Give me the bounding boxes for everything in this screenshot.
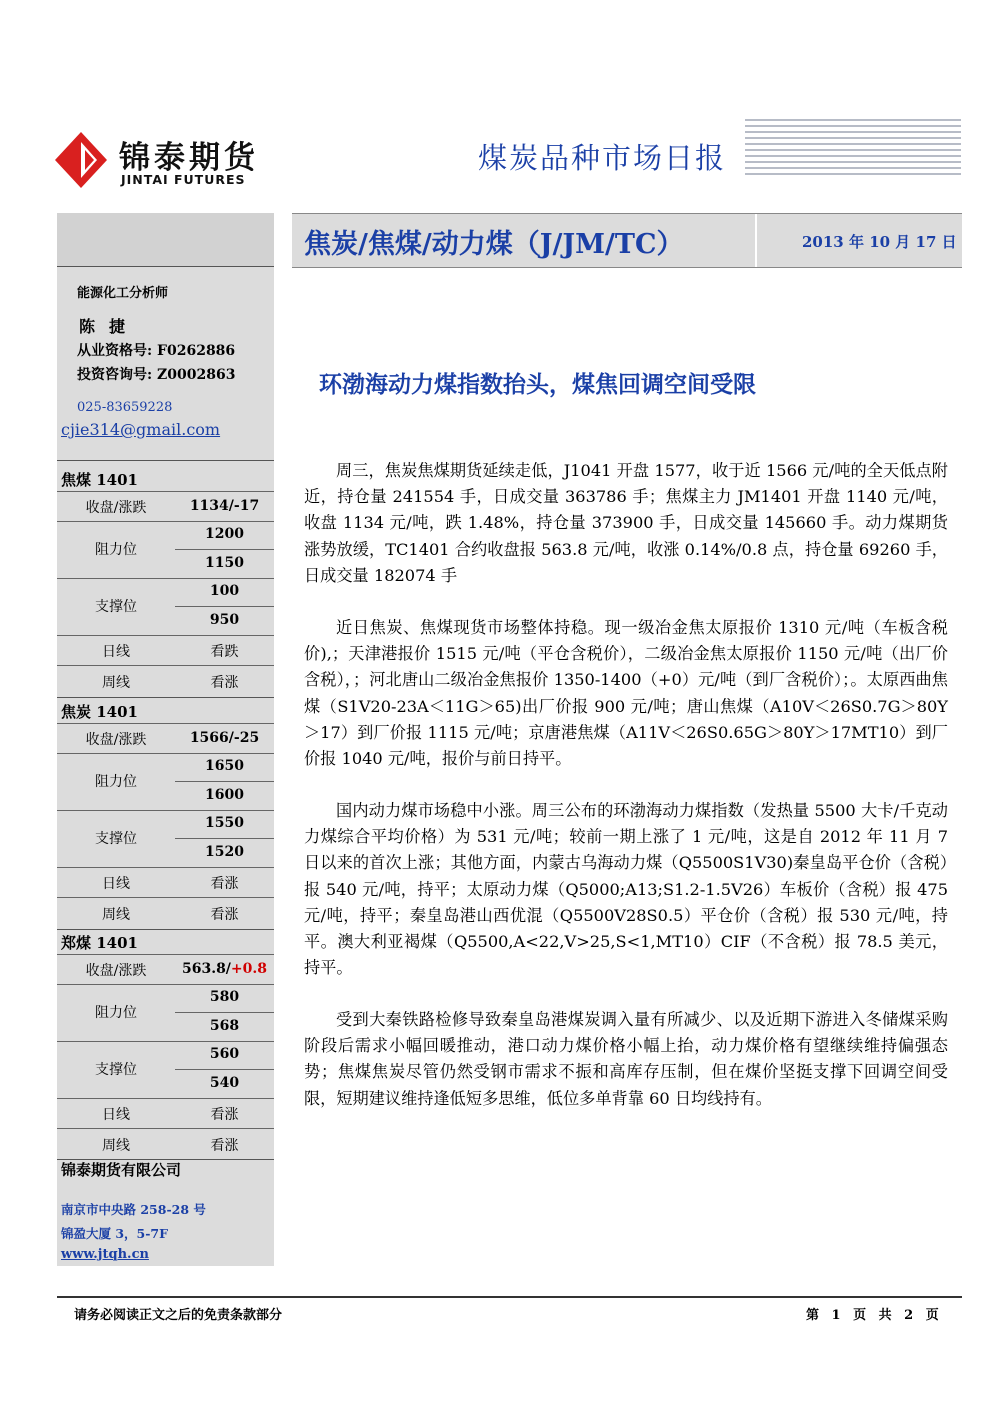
close-label: 收盘/涨跌 (85, 732, 147, 748)
resistance-label: 阻力位 (95, 1005, 137, 1021)
support-label: 支撑位 (95, 599, 137, 615)
weekly-label: 周线 (102, 675, 130, 691)
close-label: 收盘/涨跌 (85, 963, 147, 979)
title-bar-left (292, 214, 757, 267)
support-value-2: 540 (209, 1075, 240, 1091)
daily-trend: 看跌 (210, 644, 239, 660)
email-link[interactable]: cjie314@gmail.com (61, 420, 221, 439)
section-title-j1401: 焦炭 1401 (61, 703, 138, 721)
daily-label: 日线 (102, 644, 130, 660)
support-value-1: 100 (209, 583, 240, 599)
table-row-divider (57, 867, 274, 868)
table-row-divider (57, 897, 274, 898)
daily-label: 日线 (102, 876, 130, 892)
website-link[interactable]: www.jtqh.cn (61, 1247, 149, 1262)
table-row-divider (57, 1098, 274, 1099)
report-title: 煤炭品种市场日报 (478, 141, 727, 175)
table-row-divider (57, 635, 274, 636)
resistance-value-2: 1600 (205, 787, 244, 803)
close-value (175, 961, 274, 977)
support-label: 支撑位 (95, 831, 137, 847)
divider (57, 460, 274, 461)
resistance-value-1: 1200 (205, 526, 244, 542)
table-row-divider (57, 1041, 274, 1042)
paragraph-outlook: 受到大秦铁路检修导致秦皇岛港煤炭调入量有所减少、以及近期下游进入冬储煤采购阶段后需求小幅回暖推动，港口动力煤价格小幅上抬，动力煤价格有望继续维持偏强态势；焦煤焦炭尽管仍然受钢市需求不振和高库存压制，但在煤价坚挺支撑下回调空间受限，短期建议维持逢低短多思维，低位多单背靠 60 日均线持有。 (304, 1010, 948, 1108)
company-name: 锦泰期货有限公司 (61, 1161, 182, 1179)
support-value-2: 950 (209, 612, 240, 628)
address-line-2: 锦盈大厦 3，5-7F (61, 1226, 169, 1241)
company-logo (55, 130, 275, 190)
value-divider (175, 1012, 274, 1013)
resistance-label: 阻力位 (95, 542, 137, 558)
title-bar (292, 213, 962, 268)
consulting-number: 投资咨询号: Z0002863 (77, 367, 236, 383)
value-divider (175, 1069, 274, 1070)
value-divider (175, 549, 274, 550)
phone-number: 025-83659228 (77, 400, 173, 415)
table-row-divider (57, 753, 274, 754)
close-change: +0.8 (230, 961, 268, 977)
paragraph-market-summary: 周三，焦炭焦煤期货延续走低，J1041 开盘 1577，收于近 1566 元/吨的全天低点附近，持仓量 241554 手，日成交量 363786 手；焦煤主力 JM1401 开盘 1140 元/吨，收盘 1134 元/吨，跌 1.48%，持仓量 373900 手，日成交量 145660 手。动力煤期货涨势放缓，TC1401 合约收盘报 563.8 元/吨，收涨 0.14%/0.8 点，持仓量 69260 手，日成交量 182074 手 (304, 461, 948, 585)
divider (57, 929, 274, 930)
table-row-divider (57, 984, 274, 985)
weekly-label: 周线 (102, 907, 130, 923)
table-row-divider (57, 1128, 274, 1129)
resistance-value-1: 1650 (205, 758, 244, 774)
footer-divider (57, 1296, 962, 1298)
table-row-divider (57, 810, 274, 811)
daily-label: 日线 (102, 1107, 130, 1123)
analyst-role: 能源化工分析师 (77, 286, 169, 301)
weekly-label: 周线 (102, 1138, 130, 1154)
report-date: 2013 年 10 月 17 日 (802, 233, 957, 251)
close-label: 收盘/涨跌 (85, 500, 147, 516)
table-row-divider (57, 578, 274, 579)
analyst-name: 陈捷 (79, 317, 140, 336)
qualification-number: 从业资格号: F0262886 (77, 343, 236, 359)
value-divider (175, 781, 274, 782)
disclaimer-note: 请务必阅读正文之后的免责条款部分 (74, 1308, 283, 1323)
logo-name-cn: 锦泰期货 (119, 140, 259, 176)
paragraph-thermal-coal: 国内动力煤市场稳中小涨。周三公布的环渤海动力煤指数（发热量 5500 大卡/千克动力煤综合平均价格）为 531 元/吨；较前一期上涨了 1 元/吨，这是自 2012 年 11 月 7 日以来的首次上涨；其他方面，内蒙古乌海动力煤（Q5500S1V30)秦皇岛平仓价（含税）报 540 元/吨，持平；太原动力煤（Q5000;A13;S1.2-1.5V26）车板价（含税）报 475 元/吨，持平；秦皇岛港山西优混（Q5500V28S0.5）平仓价（含税）报 530 元/吨，持平。澳大利亚褐煤（Q5500,A<22,V>25,S<1,MT10）CIF（不含税）报 78.5 美元，持平。 (304, 801, 948, 978)
address-line-1: 南京市中央路 258-28 号 (61, 1202, 206, 1217)
daily-trend: 看涨 (210, 876, 239, 892)
headline: 环渤海动力煤指数抬头，煤焦回调空间受限 (319, 371, 756, 398)
logo-name-en: JINTAI FUTURES (121, 172, 246, 187)
resistance-value-2: 568 (209, 1018, 240, 1034)
value-divider (175, 838, 274, 839)
divider (57, 697, 274, 698)
sidebar-header-block (57, 213, 274, 266)
header-stripes (745, 119, 961, 179)
weekly-trend: 看涨 (210, 907, 239, 923)
section-title-jm1401: 焦煤 1401 (61, 471, 138, 489)
resistance-value-2: 1150 (205, 555, 244, 571)
support-label: 支撑位 (95, 1062, 137, 1078)
page-number: 第 1 页 共 2 页 (806, 1308, 943, 1323)
weekly-trend: 看涨 (210, 675, 239, 691)
support-value-2: 1520 (205, 844, 244, 860)
resistance-label: 阻力位 (95, 774, 137, 790)
diamond-logo-icon (55, 132, 107, 188)
weekly-trend: 看涨 (210, 1138, 239, 1154)
close-value: 1134/-17 (189, 498, 260, 514)
table-row-divider (57, 954, 274, 955)
table-row-divider (57, 491, 274, 492)
value-divider (175, 606, 274, 607)
table-row-divider (57, 665, 274, 666)
sidebar (57, 213, 274, 1266)
support-value-1: 1550 (205, 815, 244, 831)
section-title-tc1401: 郑煤 1401 (61, 934, 138, 952)
resistance-value-1: 580 (209, 989, 240, 1005)
support-value-1: 560 (209, 1046, 240, 1062)
daily-trend: 看涨 (210, 1107, 239, 1123)
table-row-divider (57, 723, 274, 724)
varieties-title: 焦炭/焦煤/动力煤（J/JM/TC） (304, 229, 684, 260)
paragraph-spot-market: 近日焦炭、焦煤现货市场整体持稳。现一级冶金焦太原报价 1310 元/吨（车板含税价),；天津港报价 1515 元/吨（平仓含税价），二级冶金焦太原报价 1150 元/吨（出厂价含税），；河北唐山二级冶金焦报价 1350-1400（+0）元/吨（到厂含税价）；。太原西曲焦煤（S1V20-23A＜11G＞65)出厂价报 900 元/吨；唐山焦煤（A10V＜26S0.7G＞80Y＞17）到厂价报 1115 元/吨；京唐港焦煤（A11V＜26S0.65G＞80Y＞17MT10）到厂价报 1040 元/吨，报价与前日持平。 (304, 618, 948, 769)
table-row-divider (57, 521, 274, 522)
close-price: 563.8/ (181, 961, 231, 977)
close-value: 1566/-25 (189, 730, 260, 746)
divider (57, 266, 274, 267)
